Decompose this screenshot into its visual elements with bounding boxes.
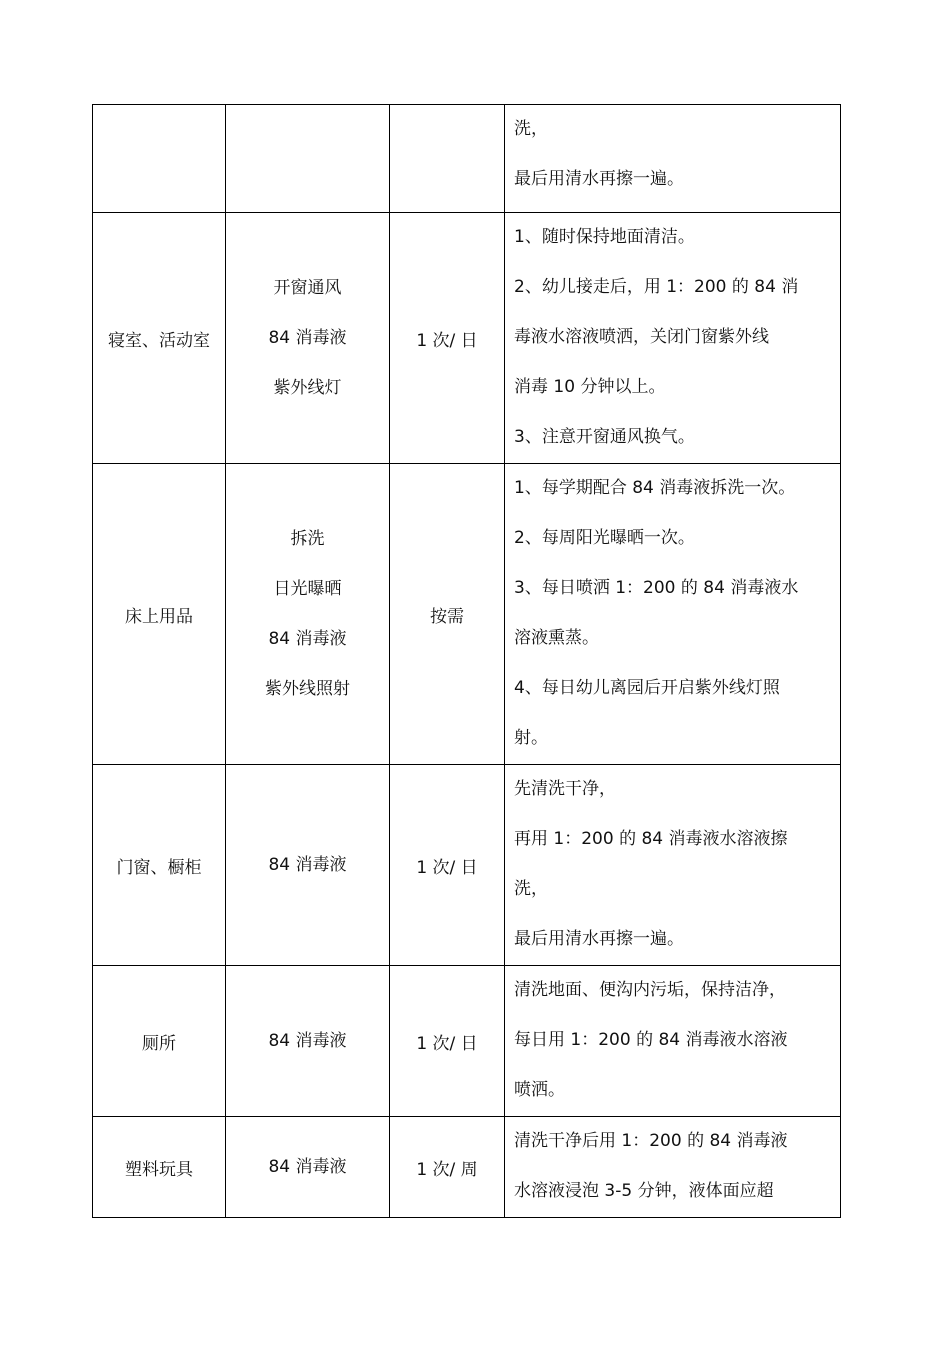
- detail-cell: [505, 966, 841, 1117]
- frequency-cell: [390, 213, 505, 464]
- detail-line: 3、每日喷洒 1：200 的 84 消毒液水: [514, 578, 799, 598]
- frequency-cell: [390, 105, 505, 213]
- method-cell: [226, 464, 390, 765]
- frequency-label: 1 次/ 日: [416, 330, 478, 351]
- area-label: 寝室、活动室: [108, 330, 210, 351]
- frequency-label: 1 次/ 周: [416, 1159, 478, 1180]
- frequency-cell: [390, 1117, 505, 1218]
- method-cell: [226, 1117, 390, 1218]
- detail-line: 4、每日幼儿离园后开启紫外线灯照: [514, 678, 780, 698]
- area-cell: [93, 765, 226, 966]
- detail-line: 最后用清水再擦一遍。: [514, 929, 684, 949]
- frequency-cell: [390, 765, 505, 966]
- table-row: [93, 966, 841, 1117]
- method-item: 84 消毒液: [268, 328, 347, 348]
- disinfection-table: [92, 104, 841, 1218]
- area-cell: [93, 464, 226, 765]
- detail-line: 毒液水溶液喷洒，关闭门窗紫外线: [514, 327, 769, 347]
- method-item: 拆洗: [290, 529, 325, 549]
- detail-line: 先清洗干净，: [514, 779, 616, 799]
- detail-line: 水溶液浸泡 3-5 分钟，液体面应超: [514, 1181, 774, 1201]
- area-label: 门窗、橱柜: [116, 857, 202, 878]
- area-label: 塑料玩具: [125, 1159, 193, 1180]
- detail-line: 消毒 10 分钟以上。: [514, 377, 666, 397]
- detail-cell: [505, 105, 841, 213]
- detail-line: 1、随时保持地面清洁。: [514, 227, 695, 247]
- detail-line: 洗，: [514, 879, 548, 899]
- method-item: 日光曝晒: [273, 579, 342, 599]
- detail-cell: [505, 1117, 841, 1218]
- detail-line: 3、注意开窗通风换气。: [514, 427, 695, 447]
- method-cell: [226, 105, 390, 213]
- frequency-cell: [390, 464, 505, 765]
- method-item: 开窗通风: [273, 278, 342, 298]
- table-row: [93, 765, 841, 966]
- area-label: 厕所: [142, 1033, 176, 1054]
- method-item: 紫外线照射: [265, 679, 350, 699]
- area-cell: [93, 105, 226, 213]
- detail-line: 2、每周阳光曝晒一次。: [514, 528, 695, 548]
- detail-line: 再用 1：200 的 84 消毒液水溶液擦: [514, 829, 788, 849]
- detail-line: 最后用清水再擦一遍。: [514, 169, 684, 189]
- table-row: [93, 213, 841, 464]
- method-item: 84 消毒液: [268, 855, 347, 875]
- frequency-label: 1 次/ 日: [416, 1033, 478, 1054]
- detail-line: 射。: [514, 728, 548, 748]
- area-cell: [93, 213, 226, 464]
- table-body: [93, 105, 841, 1218]
- frequency-label: 1 次/ 日: [416, 857, 478, 878]
- method-cell: [226, 213, 390, 464]
- detail-line: 清洗干净后用 1：200 的 84 消毒液: [514, 1131, 788, 1151]
- method-item: 84 消毒液: [268, 1031, 347, 1051]
- method-item: 84 消毒液: [268, 1157, 347, 1177]
- method-item: 84 消毒液: [268, 629, 347, 649]
- detail-cell: [505, 213, 841, 464]
- detail-line: 溶液熏蒸。: [514, 628, 599, 648]
- method-cell: [226, 966, 390, 1117]
- detail-line: 每日用 1：200 的 84 消毒液水溶液: [514, 1030, 788, 1050]
- frequency-label: 按需: [430, 606, 464, 627]
- method-cell: [226, 765, 390, 966]
- area-label: 床上用品: [125, 606, 193, 627]
- detail-line: 洗，: [514, 119, 548, 139]
- table-row: [93, 464, 841, 765]
- frequency-cell: [390, 966, 505, 1117]
- detail-line: 1、每学期配合 84 消毒液拆洗一次。: [514, 478, 796, 498]
- detail-line: 2、幼儿接走后，用 1：200 的 84 消: [514, 277, 799, 297]
- area-cell: [93, 1117, 226, 1218]
- detail-cell: [505, 464, 841, 765]
- table-row: [93, 105, 841, 213]
- table-row: [93, 1117, 841, 1218]
- area-cell: [93, 966, 226, 1117]
- detail-line: 喷洒。: [514, 1080, 565, 1100]
- method-item: 紫外线灯: [273, 378, 342, 398]
- detail-cell: [505, 765, 841, 966]
- detail-line: 清洗地面、便沟内污垢，保持洁净，: [514, 980, 786, 1000]
